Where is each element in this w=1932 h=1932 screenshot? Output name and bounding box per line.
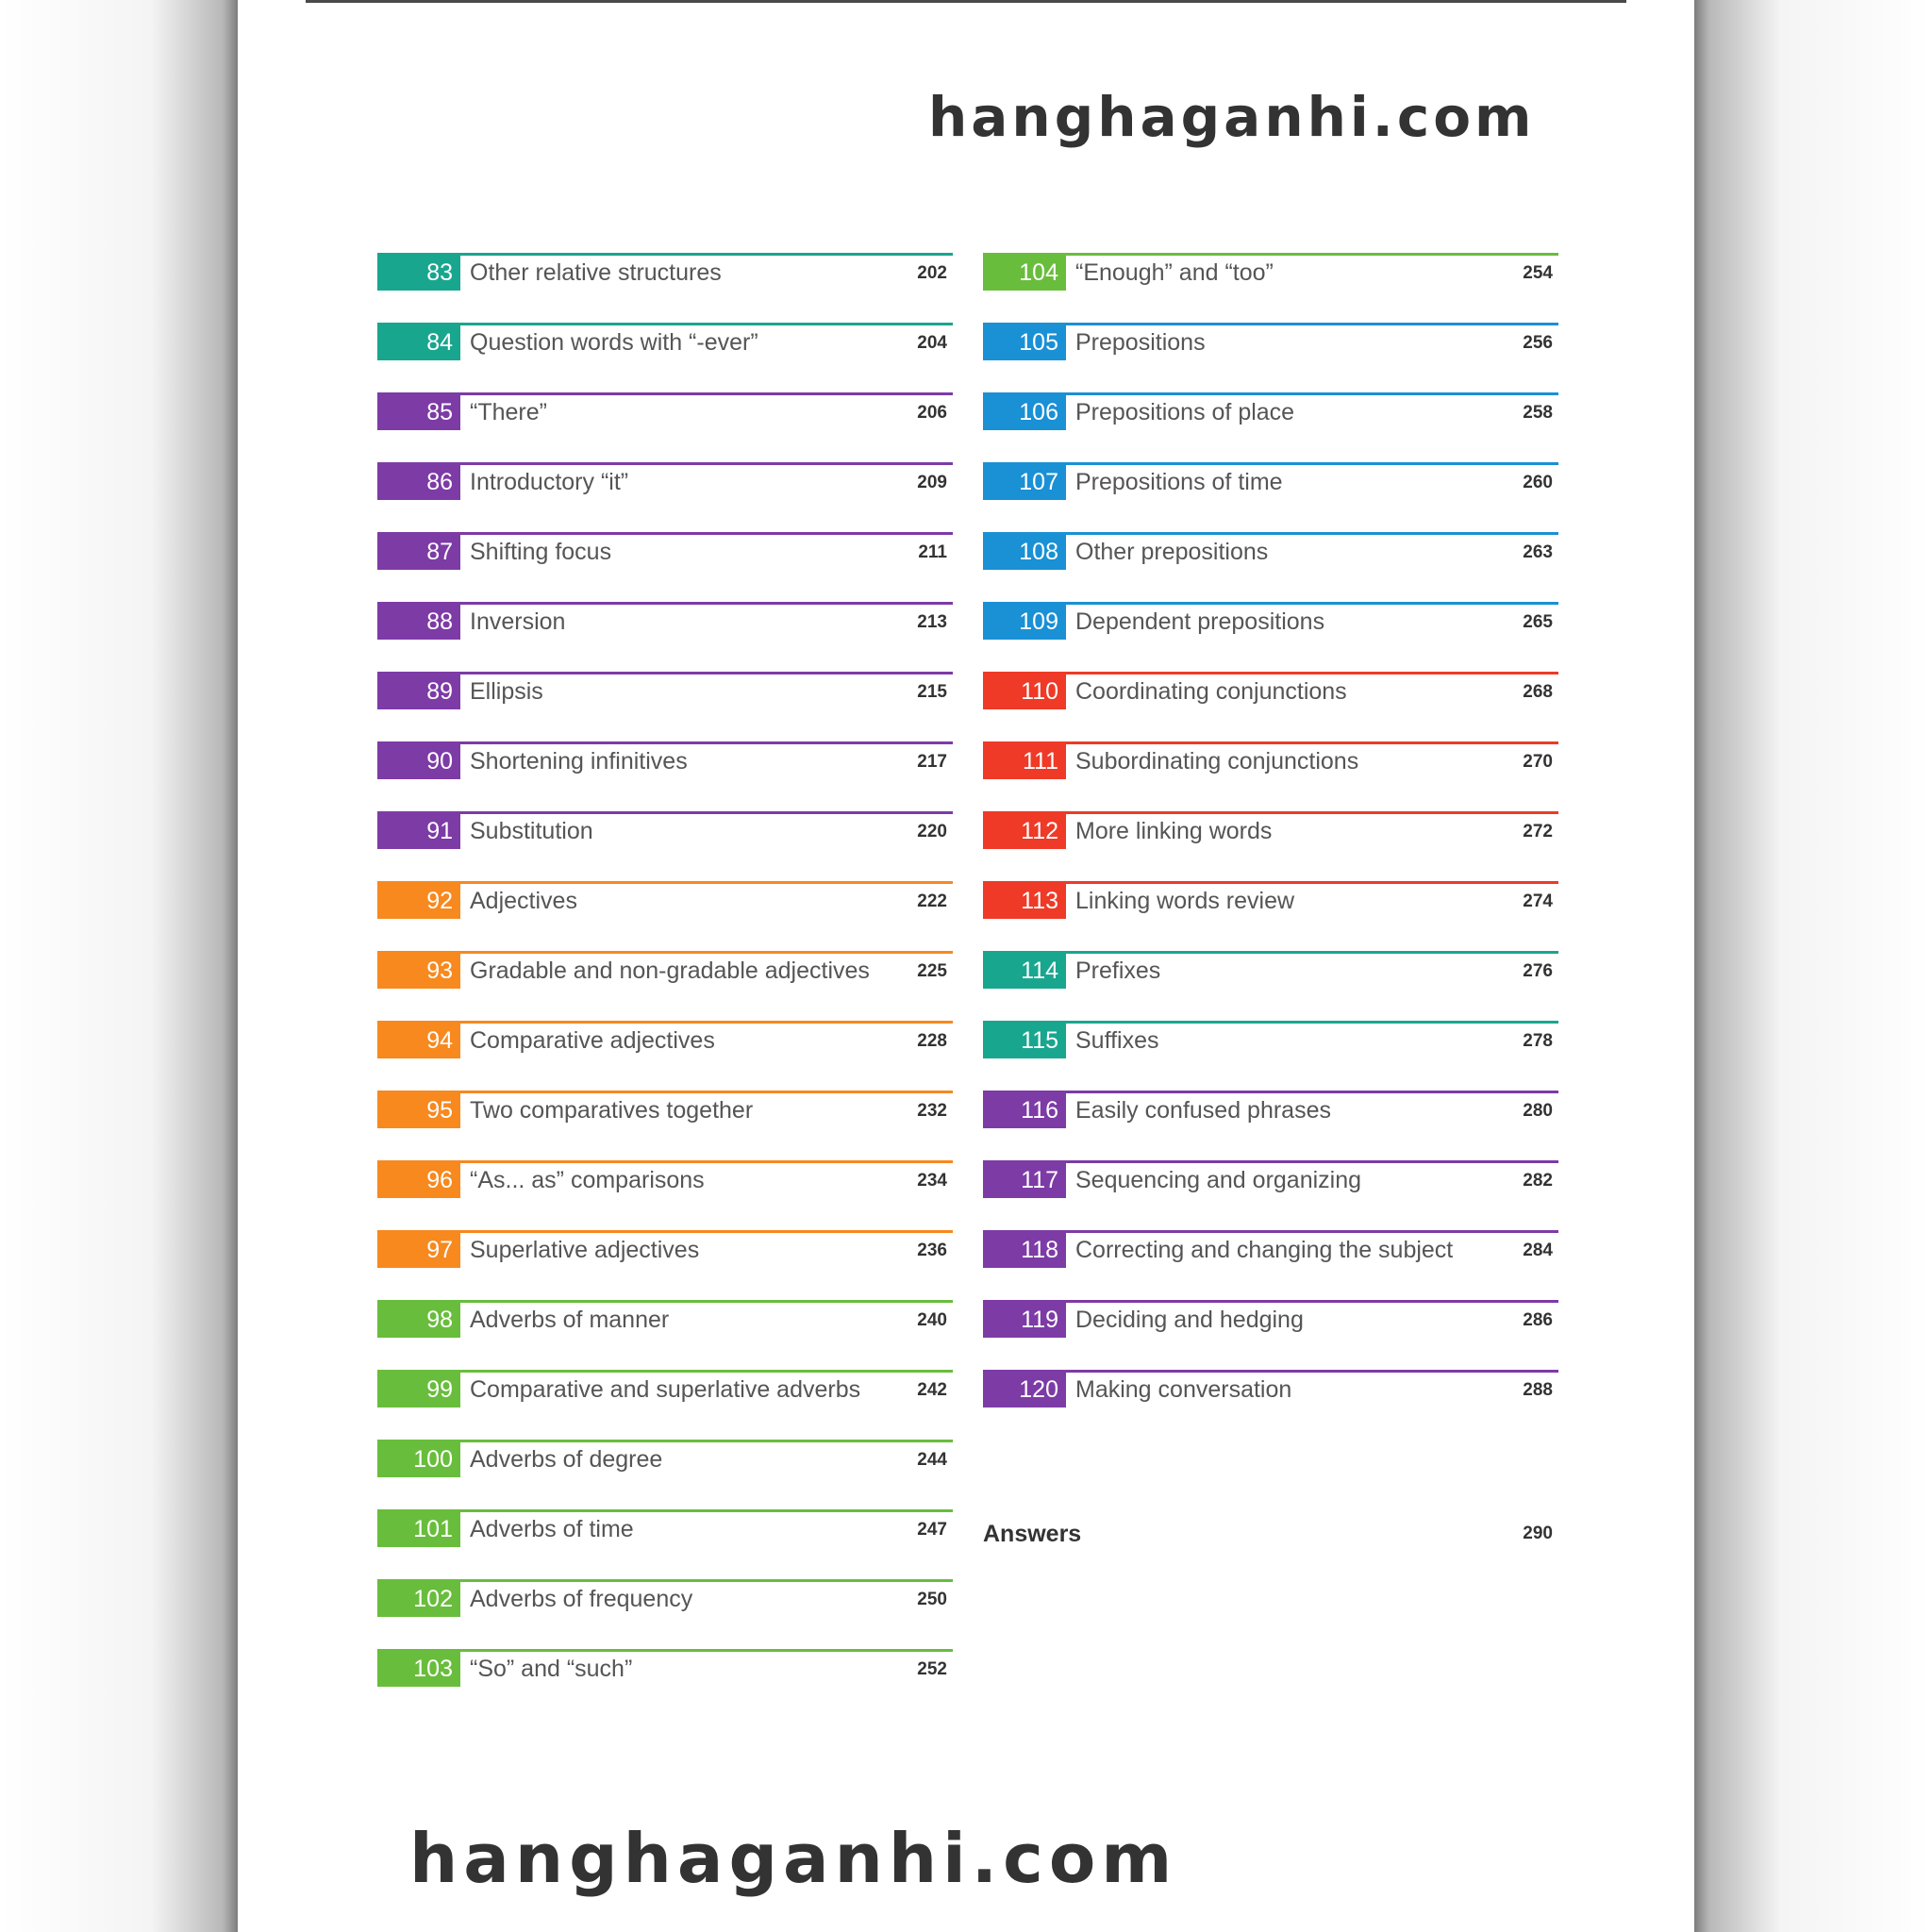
unit-title: Other prepositions bbox=[1075, 539, 1269, 565]
entry-rule bbox=[983, 532, 1558, 535]
unit-page-number: 222 bbox=[917, 891, 947, 911]
watermark-bottom: hanghaganhi.com bbox=[409, 1819, 1178, 1898]
toc-entry[interactable] bbox=[377, 392, 953, 430]
top-rule bbox=[306, 0, 1626, 3]
entry-rule bbox=[377, 1440, 953, 1442]
unit-number-badge: 117 bbox=[983, 1160, 1066, 1198]
unit-page-number: 240 bbox=[917, 1310, 947, 1330]
toc-entry[interactable] bbox=[983, 462, 1558, 500]
toc-entry[interactable] bbox=[377, 1579, 953, 1617]
unit-title: “There” bbox=[470, 399, 547, 425]
unit-title: Adverbs of degree bbox=[470, 1446, 663, 1473]
unit-number-badge: 110 bbox=[983, 672, 1066, 709]
unit-title: Subordinating conjunctions bbox=[1075, 748, 1359, 774]
unit-number-badge: 115 bbox=[983, 1021, 1066, 1058]
unit-number-badge: 103 bbox=[377, 1649, 460, 1687]
unit-page-number: 282 bbox=[1523, 1171, 1553, 1191]
unit-title: Suffixes bbox=[1075, 1027, 1159, 1054]
answers-label: Answers bbox=[983, 1521, 1082, 1547]
unit-title: Introductory “it” bbox=[470, 469, 629, 495]
unit-page-number: 288 bbox=[1523, 1380, 1553, 1400]
unit-title: Comparative adjectives bbox=[470, 1027, 715, 1054]
unit-page-number: 236 bbox=[917, 1241, 947, 1260]
unit-page-number: 204 bbox=[917, 333, 947, 353]
unit-page-number: 209 bbox=[917, 473, 947, 492]
unit-number-badge: 84 bbox=[377, 323, 460, 360]
unit-title: Ellipsis bbox=[470, 678, 543, 705]
unit-title: Adverbs of manner bbox=[470, 1307, 670, 1333]
toc-entry[interactable] bbox=[377, 672, 953, 709]
unit-number-badge: 95 bbox=[377, 1091, 460, 1128]
toc-entry[interactable] bbox=[377, 602, 953, 640]
toc-entry[interactable] bbox=[983, 1300, 1558, 1338]
toc-entry[interactable] bbox=[983, 392, 1558, 430]
unit-title: Correcting and changing the subject bbox=[1075, 1237, 1454, 1263]
toc-entry[interactable] bbox=[983, 602, 1558, 640]
unit-page-number: 242 bbox=[917, 1380, 947, 1400]
unit-page-number: 244 bbox=[917, 1450, 947, 1470]
unit-number-badge: 96 bbox=[377, 1160, 460, 1198]
unit-title: Prepositions bbox=[1075, 329, 1206, 356]
toc-entry[interactable] bbox=[377, 741, 953, 779]
unit-number-badge: 113 bbox=[983, 881, 1066, 919]
unit-number-badge: 109 bbox=[983, 602, 1066, 640]
toc-entry[interactable] bbox=[983, 1091, 1558, 1128]
toc-entry[interactable] bbox=[983, 1021, 1558, 1058]
toc-entry[interactable] bbox=[983, 323, 1558, 360]
unit-title: Adverbs of time bbox=[470, 1516, 634, 1542]
unit-number-badge: 88 bbox=[377, 602, 460, 640]
unit-number-badge: 86 bbox=[377, 462, 460, 500]
unit-page-number: 260 bbox=[1523, 473, 1553, 492]
toc-entry[interactable] bbox=[377, 1440, 953, 1477]
toc-right-column bbox=[983, 253, 1558, 1440]
unit-page-number: 252 bbox=[917, 1659, 947, 1679]
unit-title: Gradable and non-gradable adjectives bbox=[470, 958, 870, 984]
toc-entry[interactable] bbox=[377, 1230, 953, 1268]
unit-title: Coordinating conjunctions bbox=[1075, 678, 1347, 705]
unit-number-badge: 111 bbox=[983, 741, 1066, 779]
unit-page-number: 234 bbox=[917, 1171, 947, 1191]
toc-entry[interactable] bbox=[377, 811, 953, 849]
unit-number-badge: 101 bbox=[377, 1509, 460, 1547]
unit-page-number: 268 bbox=[1523, 682, 1553, 702]
unit-title: Shortening infinitives bbox=[470, 748, 688, 774]
toc-entry[interactable] bbox=[377, 1649, 953, 1687]
toc-entry[interactable] bbox=[377, 881, 953, 919]
unit-page-number: 250 bbox=[917, 1590, 947, 1609]
unit-number-badge: 108 bbox=[983, 532, 1066, 570]
unit-number-badge: 118 bbox=[983, 1230, 1066, 1268]
unit-title: Comparative and superlative adverbs bbox=[470, 1376, 861, 1403]
unit-title: “Enough” and “too” bbox=[1075, 259, 1274, 286]
unit-number-badge: 112 bbox=[983, 811, 1066, 849]
toc-entry[interactable] bbox=[983, 741, 1558, 779]
entry-rule bbox=[377, 532, 953, 535]
unit-page-number: 215 bbox=[917, 682, 947, 702]
toc-entry[interactable] bbox=[983, 881, 1558, 919]
unit-title: Prefixes bbox=[1075, 958, 1161, 984]
unit-number-badge: 100 bbox=[377, 1440, 460, 1477]
unit-number-badge: 106 bbox=[983, 392, 1066, 430]
answers-page-number: 290 bbox=[1523, 1524, 1553, 1543]
unit-title: Sequencing and organizing bbox=[1075, 1167, 1362, 1193]
unit-number-badge: 85 bbox=[377, 392, 460, 430]
unit-title: Easily confused phrases bbox=[1075, 1097, 1331, 1124]
toc-entry[interactable] bbox=[377, 1160, 953, 1198]
entry-rule bbox=[377, 881, 953, 884]
toc-entry[interactable] bbox=[377, 532, 953, 570]
unit-page-number: 265 bbox=[1523, 612, 1553, 632]
toc-entry[interactable] bbox=[377, 951, 953, 989]
entry-rule bbox=[983, 323, 1558, 325]
unit-title: Substitution bbox=[470, 818, 593, 844]
entry-rule bbox=[377, 462, 953, 465]
unit-number-badge: 104 bbox=[983, 253, 1066, 291]
unit-page-number: 272 bbox=[1523, 822, 1553, 841]
unit-number-badge: 102 bbox=[377, 1579, 460, 1617]
toc-entry[interactable] bbox=[377, 1370, 953, 1407]
unit-number-badge: 83 bbox=[377, 253, 460, 291]
unit-title: Shifting focus bbox=[470, 539, 612, 565]
unit-title: Deciding and hedging bbox=[1075, 1307, 1304, 1333]
toc-entry[interactable] bbox=[983, 811, 1558, 849]
unit-title: Linking words review bbox=[1075, 888, 1295, 914]
toc-entry[interactable] bbox=[983, 1370, 1558, 1407]
unit-page-number: 263 bbox=[1523, 542, 1553, 562]
toc-answers-entry[interactable] bbox=[983, 1513, 1558, 1555]
unit-title: Two comparatives together bbox=[470, 1097, 754, 1124]
unit-page-number: 228 bbox=[917, 1031, 947, 1051]
unit-page-number: 256 bbox=[1523, 333, 1553, 353]
page-shadow-right bbox=[1694, 0, 1932, 1932]
unit-page-number: 232 bbox=[917, 1101, 947, 1121]
unit-page-number: 225 bbox=[917, 961, 947, 981]
unit-number-badge: 87 bbox=[377, 532, 460, 570]
unit-page-number: 284 bbox=[1523, 1241, 1553, 1260]
page-shadow-left bbox=[0, 0, 238, 1932]
unit-number-badge: 105 bbox=[983, 323, 1066, 360]
unit-title: Other relative structures bbox=[470, 259, 722, 286]
unit-title: Dependent prepositions bbox=[1075, 608, 1325, 635]
unit-page-number: 211 bbox=[918, 542, 947, 562]
unit-page-number: 258 bbox=[1523, 403, 1553, 423]
watermark-top: hanghaganhi.com bbox=[928, 85, 1536, 149]
unit-page-number: 286 bbox=[1523, 1310, 1553, 1330]
toc-entry[interactable] bbox=[983, 951, 1558, 989]
unit-page-number: 202 bbox=[917, 263, 947, 283]
unit-page-number: 270 bbox=[1523, 752, 1553, 772]
entry-rule bbox=[377, 811, 953, 814]
unit-number-badge: 97 bbox=[377, 1230, 460, 1268]
toc-entry[interactable] bbox=[377, 1021, 953, 1058]
unit-number-badge: 107 bbox=[983, 462, 1066, 500]
unit-number-badge: 120 bbox=[983, 1370, 1066, 1407]
entry-rule bbox=[377, 672, 953, 675]
toc-left-column bbox=[377, 253, 953, 1719]
unit-page-number: 217 bbox=[917, 752, 947, 772]
unit-page-number: 220 bbox=[917, 822, 947, 841]
unit-page-number: 274 bbox=[1523, 891, 1553, 911]
toc-entry[interactable] bbox=[983, 1230, 1558, 1268]
toc-entry[interactable] bbox=[377, 462, 953, 500]
toc-entry[interactable] bbox=[377, 1509, 953, 1547]
toc-entry[interactable] bbox=[983, 672, 1558, 709]
unit-title: “So” and “such” bbox=[470, 1656, 633, 1682]
unit-page-number: 254 bbox=[1523, 263, 1553, 283]
unit-page-number: 206 bbox=[917, 403, 947, 423]
unit-number-badge: 119 bbox=[983, 1300, 1066, 1338]
entry-rule bbox=[983, 1021, 1558, 1024]
unit-title: Question words with “-ever” bbox=[470, 329, 758, 356]
unit-number-badge: 98 bbox=[377, 1300, 460, 1338]
unit-title: Adjectives bbox=[470, 888, 577, 914]
unit-title: Adverbs of frequency bbox=[470, 1586, 693, 1612]
unit-number-badge: 93 bbox=[377, 951, 460, 989]
unit-title: Prepositions of time bbox=[1075, 469, 1283, 495]
unit-number-badge: 94 bbox=[377, 1021, 460, 1058]
entry-rule bbox=[377, 392, 953, 395]
unit-number-badge: 116 bbox=[983, 1091, 1066, 1128]
unit-number-badge: 91 bbox=[377, 811, 460, 849]
entry-rule bbox=[377, 602, 953, 605]
unit-title: Making conversation bbox=[1075, 1376, 1292, 1403]
unit-title: Superlative adjectives bbox=[470, 1237, 700, 1263]
toc-entry[interactable] bbox=[983, 532, 1558, 570]
entry-rule bbox=[377, 1509, 953, 1512]
unit-page-number: 276 bbox=[1523, 961, 1553, 981]
entry-rule bbox=[983, 951, 1558, 954]
toc-entry[interactable] bbox=[983, 253, 1558, 291]
unit-title: More linking words bbox=[1075, 818, 1273, 844]
unit-number-badge: 90 bbox=[377, 741, 460, 779]
toc-entry[interactable] bbox=[377, 1091, 953, 1128]
unit-number-badge: 114 bbox=[983, 951, 1066, 989]
unit-title: Inversion bbox=[470, 608, 566, 635]
unit-page-number: 213 bbox=[917, 612, 947, 632]
unit-page-number: 278 bbox=[1523, 1031, 1553, 1051]
unit-title: “As... as” comparisons bbox=[470, 1167, 705, 1193]
toc-entry[interactable] bbox=[377, 1300, 953, 1338]
toc-entry[interactable] bbox=[983, 1160, 1558, 1198]
unit-page-number: 247 bbox=[917, 1520, 947, 1540]
unit-title: Prepositions of place bbox=[1075, 399, 1295, 425]
unit-number-badge: 89 bbox=[377, 672, 460, 709]
entry-rule bbox=[377, 1649, 953, 1652]
toc-entry[interactable] bbox=[377, 253, 953, 291]
unit-number-badge: 92 bbox=[377, 881, 460, 919]
unit-page-number: 280 bbox=[1523, 1101, 1553, 1121]
unit-number-badge: 99 bbox=[377, 1370, 460, 1407]
toc-entry[interactable] bbox=[377, 323, 953, 360]
